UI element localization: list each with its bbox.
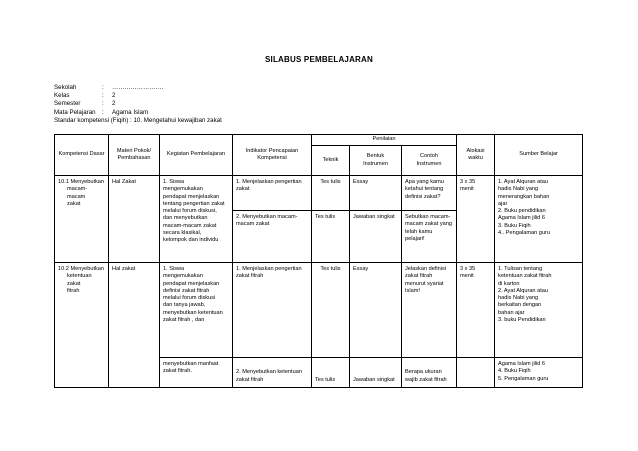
standard-competence: Standar kompetensi (Fiqih) : 10. Mengetahui kewajiban zakat <box>54 117 222 124</box>
cell-indikator: 1. Menjelaskan pengertian zakat fitrah <box>233 263 312 358</box>
kompetensi-text: macam-macam zakat <box>67 186 88 207</box>
header-sumber-belajar: Sumber Belajar <box>495 135 583 176</box>
cell-contoh: Apa yang kamu ketahui tentang definisi zakat? <box>402 176 457 211</box>
kompetensi-number: 10.1 Menyebutkan <box>58 179 105 185</box>
header-kegiatan-pembelajaran: Kegiatan Pembelajaran <box>160 135 233 176</box>
cell-sumber: 1. Tulisan tentang ketentuan zakat fitrah di karton 2. Ayat Alquran atau hadis Nabi yang berkaitan dengan bahan ajar 3. buku Pendidikan <box>495 263 583 358</box>
meta-row-semester <box>54 100 163 108</box>
cell-alokasi: 3 x 35 menit <box>457 176 495 263</box>
identity-block <box>54 84 163 117</box>
meta-value: Agama Islam <box>112 108 149 116</box>
meta-colon: : <box>102 108 104 116</box>
table-row <box>55 263 583 358</box>
kompetensi-text: ketentuan zakat fitrah <box>67 273 92 294</box>
cell-bentuk: Essay <box>350 263 402 358</box>
meta-label: Semester <box>54 100 81 108</box>
meta-label: Mata Pelajaran <box>54 108 96 116</box>
meta-colon: : <box>102 92 104 100</box>
table-row <box>55 176 583 211</box>
cell-bentuk: Essay <box>350 176 402 211</box>
cell-sumber: Agama Islam jilid 6 4. Buku Fiqih 5. Pengalaman guru <box>495 358 583 388</box>
cell-sumber: 1. Ayat Alquran atau hadis Nabi yang menerangkan bahan ajar 2. Buku pendidikan Agama Islam jilid 6 3. Buku Fiqih 4.. Pengalaman guru <box>495 176 583 263</box>
meta-value: ……………………. <box>112 84 164 91</box>
meta-label: Sekolah <box>54 84 77 91</box>
cell-teknik: Tes tulis <box>312 176 350 211</box>
cell-indikator: 2. Menyebutkan ketentuan zakat fitrah <box>233 358 312 388</box>
cell-contoh: Jelaskan definisi zakat fitrah menurut syariat Islam! <box>402 263 457 358</box>
meta-row-kelas <box>54 92 163 100</box>
cell-kegiatan: 1. Siswa mengemukakan pendapat menjelaskan tentang pengertian zakat melalui forum diskusi, dan menyebutkan macam-macam zakat secara klasikal, kelompok dan individu <box>160 176 233 263</box>
meta-colon: : <box>102 100 104 108</box>
cell-bentuk: Jawaban singkat <box>350 211 402 263</box>
header-alokasi-waktu: Alokasi waktu <box>457 135 495 176</box>
meta-value: 2 <box>112 100 116 108</box>
cell-indikator: 2. Menyebutkan macam- macam zakat <box>233 211 312 263</box>
meta-colon: : <box>102 84 104 91</box>
cell-alokasi-empty <box>457 358 495 388</box>
cell-teknik: Tes tulis <box>312 263 350 358</box>
cell-materi: Hal zakat <box>109 263 160 388</box>
header-indikator: Indikator Pencapaian Kompetensi <box>233 135 312 176</box>
kompetensi-number: 10.2 Menyebutkan <box>58 266 105 272</box>
cell-indikator: 1. Menjelaskan pengertian zakat <box>233 176 312 211</box>
cell-kompetensi <box>55 176 109 263</box>
syllabus-table <box>54 134 583 388</box>
cell-kegiatan: menyebutkan manfaat zakat fitrah. <box>160 358 233 388</box>
cell-bentuk: Jawaban singkat <box>350 358 402 388</box>
meta-row-mata-pelajaran <box>54 109 163 117</box>
cell-contoh: Berapa ukuran wajib zakat fitrah <box>402 358 457 388</box>
document-title: SILABUS PEMBELAJARAN <box>264 55 373 64</box>
cell-kompetensi <box>55 263 109 388</box>
header-teknik: Teknik <box>312 146 350 176</box>
cell-contoh: Sebutkan macam- macam zakat yang telah kamu pelajari! <box>402 211 457 263</box>
header-bentuk-instrumen: Bentuk Instrumen <box>350 146 402 176</box>
cell-teknik: Tes tulis <box>312 211 350 263</box>
cell-teknik: Tes tulis <box>312 358 350 388</box>
cell-kegiatan: 1. Siswa mengemukakan pendapat menjelaskan definisi zakat fitrah melalui forum diskusi dan tanya jawab, menyebutkan ketentuan zakat fitrah , dan <box>160 263 233 358</box>
cell-alokasi: 3 x 35 menit <box>457 263 495 358</box>
meta-value: 2 <box>112 92 116 100</box>
header-contoh-instrumen: Contoh Instrumen <box>402 146 457 176</box>
cell-materi: Hal Zakat <box>109 176 160 263</box>
meta-label: Kelas <box>54 92 70 100</box>
meta-row-sekolah <box>54 84 163 92</box>
header-kompetensi-dasar: Kompetensi Dasar <box>55 135 109 176</box>
header-penilaian: Penilaian <box>312 135 457 146</box>
header-materi-pokok: Materi Pokok/ Pembahasan <box>109 135 160 176</box>
